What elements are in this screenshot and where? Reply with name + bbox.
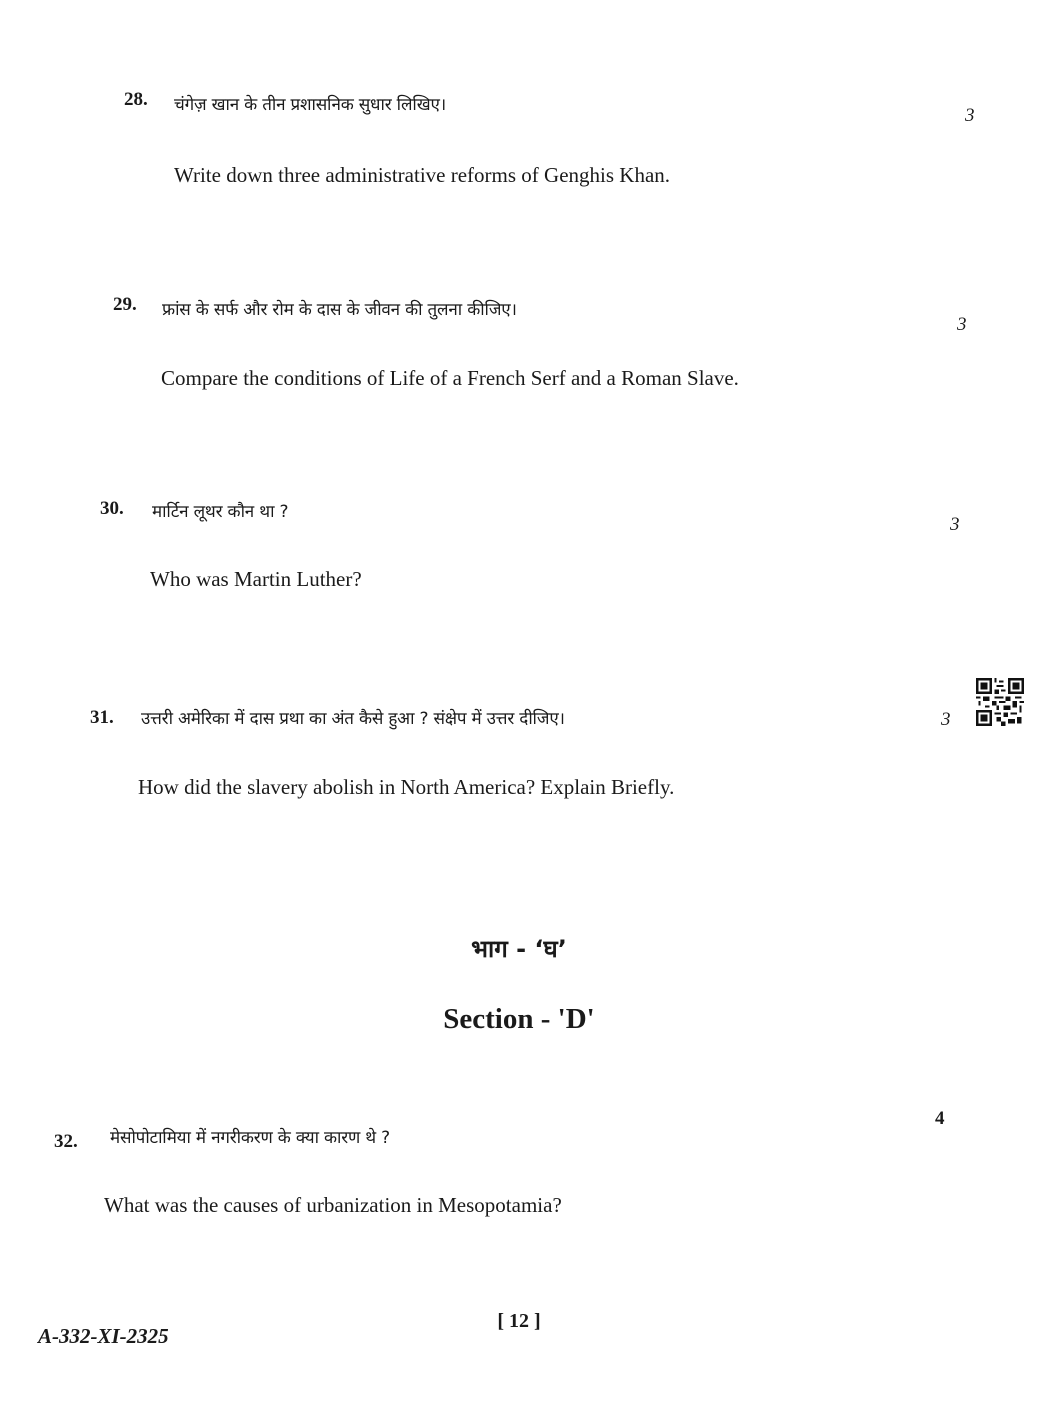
page-number: [ 12 ] <box>497 1310 541 1332</box>
question-text-english: Compare the conditions of Life of a French Serf and a Roman Slave. <box>161 366 739 390</box>
question-number: 30. <box>100 498 124 519</box>
question-number: 31. <box>90 707 114 728</box>
question-text-hindi: उत्तरी अमेरिका में दास प्रथा का अंत कैसे हुआ ? संक्षेप में उत्तर दीजिए। <box>141 709 565 729</box>
question-text-hindi: फ्रांस के सर्फ और रोम के दास के जीवन की तुलना कीजिए। <box>162 300 517 320</box>
question-text-english: Write down three administrative reforms of Genghis Khan. <box>174 163 671 187</box>
question-marks: 4 <box>935 1108 945 1129</box>
question-marks: 3 <box>957 314 967 335</box>
question-number: 29. <box>113 294 137 315</box>
section-heading-english: Section - 'D' <box>443 1003 595 1035</box>
paper-code: A-332-XI-2325 <box>38 1324 169 1348</box>
question-text-english: What was the causes of urbanization in Mesopotamia? <box>104 1193 562 1217</box>
question-text-hindi: मार्टिन लूथर कौन था ? <box>152 502 289 522</box>
question-marks: 3 <box>965 105 975 126</box>
question-text-english: Who was Martin Luther? <box>150 567 362 591</box>
question-marks: 3 <box>950 514 960 535</box>
section-heading-hindi: भाग - ‘घ’ <box>471 935 567 963</box>
question-marks: 3 <box>941 709 951 730</box>
question-number: 32. <box>54 1131 78 1152</box>
question-text-english: How did the slavery abolish in North America? Explain Briefly. <box>138 775 675 799</box>
qr-code-icon <box>976 678 1024 726</box>
question-text-hindi: मेसोपोटामिया में नगरीकरण के क्या कारण थे ? <box>110 1128 390 1148</box>
question-text-hindi: चंगेज़ खान के तीन प्रशासनिक सुधार लिखिए। <box>174 95 446 115</box>
question-number: 28. <box>124 89 148 110</box>
